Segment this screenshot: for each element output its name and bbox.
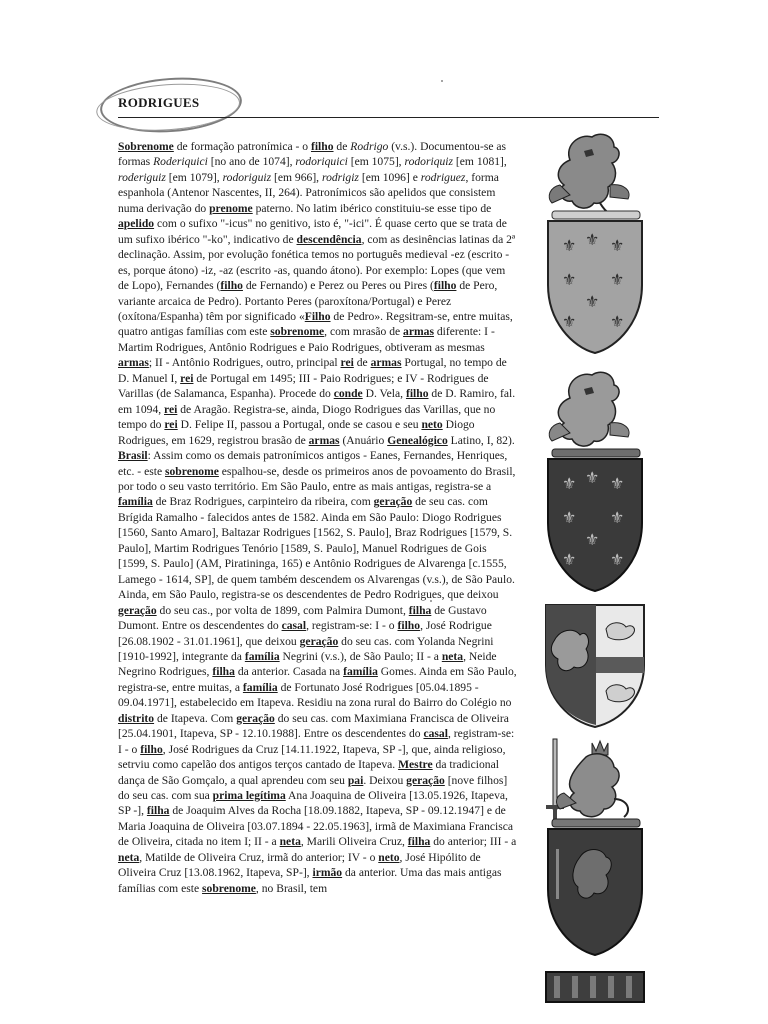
- italic-term: roderiguiz: [118, 170, 166, 184]
- text-run: do seu cas. com Yolanda Negrini [1910-1992], integrante da: [118, 634, 494, 663]
- glossary-link[interactable]: Genealógico: [387, 433, 448, 447]
- text-run: de Fortunato José Rodrigues [05.04.1895 - 09.04.1971], estabelecido em Itapeva. Residiu na zona rural do Bairro do Colégio no: [118, 680, 512, 710]
- text-run: , forma espanhola (Antenor Nascentes, II, 264). Patronímicos são apelidos que consistem numa derivação do: [118, 170, 499, 215]
- coat-of-arms-4: [540, 737, 650, 957]
- crest-wreath: [552, 449, 640, 457]
- glossary-link[interactable]: descendência: [296, 232, 362, 246]
- italic-term: Roderiquici: [153, 155, 208, 169]
- text-run: Ana Joaquina de Oliveira [13.05.1926, Itapeva, SP -],: [118, 789, 508, 818]
- glossary-link[interactable]: filho: [220, 279, 243, 293]
- page-title: RODRIGUES: [118, 95, 200, 110]
- text-run: de formação patronímica - o: [173, 140, 311, 153]
- svg-text:⚜: ⚜: [585, 230, 600, 249]
- text-run: da anterior. Uma das mais antigas famílias com este: [118, 866, 502, 895]
- text-run: , José Rodrigue [26.08.1902 - 31.01.1961], que deixou: [118, 619, 492, 648]
- glossary-link[interactable]: prima legítima: [212, 789, 286, 803]
- text-run: de Portugal em 1495; III - Paio Rodrigues; e IV - Rodrigues de Varillas (de Salamanca, Espanha). Procede do: [118, 371, 489, 401]
- glossary-link[interactable]: Brasil: [118, 449, 148, 463]
- glossary-link[interactable]: sobrenome: [270, 325, 325, 339]
- italic-term: Rodrigo: [350, 140, 389, 153]
- text-run: da tradicional dança de São Gomçalo, a qual aprendeu com seu: [118, 758, 499, 787]
- glossary-link[interactable]: armas: [370, 356, 402, 370]
- glossary-link[interactable]: neta: [441, 649, 464, 663]
- text-run: de seu cas. com Brígida Ramalho - falecidos antes de 1582. Ainda em São Paulo: Diogo Rodrigues [1560, Santo Amaro], Baltazar Rodrigues [1562, S. Paulo], Braz Rodrigues [1579, S. Paulo], Martim Rodrigues Tenório [1589, S. Paulo], Manuel Rodrigues de Gois [1599, S. Paulo] (AM, Piratininga, 165) e Antônio Rodrigues de Alvarenga [c.1555, Lamego - 1614, SP], de quem também descendem os Alvarengas (v.s.), de São Paulo. Ainda, em São Paulo, registra-se os descendentes de Pedro Rodrigues, que deixou: [118, 495, 515, 602]
- svg-text:⚜: ⚜: [610, 236, 625, 255]
- crest-wreath: [552, 211, 640, 219]
- text-run: , com mrasão de: [324, 325, 404, 339]
- article-body: [118, 139, 518, 896]
- text-run: de Itapeva. Com: [154, 711, 237, 725]
- italic-term: rodoriquiz: [404, 155, 454, 169]
- text-run: de: [353, 356, 371, 370]
- lion-rampant-crest-icon: [549, 134, 629, 215]
- text-run: do anterior; III - a: [430, 835, 517, 849]
- glossary-link[interactable]: família: [242, 680, 278, 694]
- glossary-link[interactable]: geração: [118, 603, 157, 617]
- text-run: Diogo Rodrigues, em 1629, registrou brasão de: [118, 418, 475, 447]
- text-run: [no ano de 1074],: [207, 155, 296, 169]
- glossary-link[interactable]: distrito: [118, 711, 155, 725]
- text-run: de Braz Rodrigues, carpinteiro da ribeira, com: [152, 495, 374, 509]
- glossary-link[interactable]: filho: [397, 619, 421, 633]
- glossary-link[interactable]: irmão: [312, 866, 343, 880]
- svg-text:⚜: ⚜: [610, 312, 625, 331]
- text-run: [em 1079],: [165, 170, 223, 184]
- glossary-link[interactable]: Mestre: [398, 758, 433, 772]
- glossary-link[interactable]: filho: [405, 387, 429, 401]
- text-run: de Joaquim Alves da Rocha [18.09.1882, Itapeva, SP - 09.12.1947] e de Maria Joaquina de Oliveira [03.07.1894 - 22.05.1963], irmã de Maximiana Francisca de Oliveira, citada no item I; II - a: [118, 804, 514, 849]
- italic-term: rodrigiz: [321, 170, 359, 184]
- text-run: , Matilde de Oliveira Cruz, irmã do anterior; IV - o: [139, 850, 379, 864]
- shield-fess-band: [596, 657, 644, 673]
- glossary-link[interactable]: neta: [118, 850, 140, 864]
- italic-term: rodoriguiz: [222, 170, 272, 184]
- svg-text:⚜: ⚜: [562, 508, 577, 527]
- glossary-link[interactable]: apelido: [118, 217, 155, 231]
- glossary-link[interactable]: sobrenome: [165, 464, 219, 478]
- text-run: : Assim como os demais patronímicos antigos - Eanes, Fernandes, Henriques, etc. - este: [118, 449, 508, 478]
- glossary-link[interactable]: geração: [236, 711, 275, 725]
- crest-wreath: [552, 819, 640, 827]
- glossary-link[interactable]: Sobrenome: [118, 140, 174, 153]
- svg-text:⚜: ⚜: [562, 312, 577, 331]
- glossary-link[interactable]: família: [244, 649, 280, 663]
- text-run: [nove filhos] do seu cas. com sua: [118, 773, 508, 803]
- crowned-lion-crest-icon: [557, 754, 629, 817]
- text-run: de Pero, variante arcaica de Pedro). Portanto Peres (paroxítona/Portugal) e Perez (oxítona/Espanha) têm por significado «: [118, 279, 498, 323]
- glossary-link[interactable]: rei: [340, 356, 354, 370]
- italic-term: rodoriquici: [295, 155, 348, 169]
- glossary-link[interactable]: família: [343, 665, 378, 679]
- text-run: do seu cas. com Maximiana Francisca de Oliveira [25.04.1901, Itapeva, SP - 12.10.1988]. Entre os descendentes do: [118, 711, 509, 741]
- title-underline-rule: [118, 117, 659, 118]
- glossary-link[interactable]: Filho: [304, 309, 331, 323]
- glossary-link[interactable]: rei: [180, 371, 194, 385]
- text-run: do seu cas., por volta de 1899, com Palmira Dumont,: [156, 603, 409, 617]
- text-run: de Fernando) e Perez ou Peres ou Pires (: [242, 279, 434, 293]
- shield-fleurs-de-lis-light: [548, 221, 642, 353]
- coat-of-arms-1: [540, 125, 650, 355]
- glossary-link[interactable]: prenome: [209, 201, 253, 215]
- glossary-link[interactable]: pai: [347, 773, 364, 787]
- svg-text:⚜: ⚜: [562, 236, 577, 255]
- svg-text:⚜: ⚜: [610, 474, 625, 493]
- glossary-link[interactable]: neto: [421, 418, 443, 432]
- text-run: , registram-se: I - o: [306, 619, 398, 633]
- shield-fleurs-de-lis-dark: [548, 459, 642, 591]
- glossary-link[interactable]: filha: [212, 665, 235, 679]
- coat-of-arms-3: [540, 601, 650, 729]
- text-run: de: [333, 140, 351, 153]
- text-run: (v.s.). Documentou-se as formas: [118, 140, 507, 169]
- svg-text:⚜: ⚜: [585, 292, 600, 311]
- glossary-link[interactable]: filho: [140, 742, 163, 756]
- text-run: de Gustavo Dumont. Entre os descendentes do: [118, 603, 487, 633]
- glossary-link[interactable]: neta: [279, 835, 301, 849]
- text-run: [em 1096] e: [358, 170, 421, 184]
- glossary-link[interactable]: filha: [408, 603, 432, 617]
- glossary-link[interactable]: filho: [310, 140, 334, 153]
- glossary-link[interactable]: armas: [403, 325, 434, 339]
- text-run: Portugal, no tempo de D. Manuel I,: [118, 356, 507, 385]
- text-run: [em 966],: [271, 170, 322, 184]
- svg-text:⚜: ⚜: [610, 508, 625, 527]
- shield-lion-dark: [548, 829, 642, 955]
- text-run: , registram-se: I - o: [118, 727, 515, 756]
- text-run: Negrini (v.s.), de São Paulo; II - a: [279, 649, 442, 663]
- svg-text:⚜: ⚜: [562, 474, 577, 493]
- text-run: ; II - Antônio Rodrigues, outro, principal: [148, 356, 341, 370]
- text-run: diferente: I - Martim Rodrigues, Antônio Rodrigues e Paio Rodrigues, obtiveram as mesmas: [118, 325, 495, 354]
- glossary-link[interactable]: armas: [118, 356, 149, 370]
- text-run: , com as desinências latinas da 2ª declinação. Assim, por evolução fonética temos no português medieval -ez (escrito -es, porque átono) -iz, -az (escrito -as, quando átono). Por exemplo: Lopes (que vem de Lopo), Fernandes (: [118, 232, 516, 293]
- svg-text:⚜: ⚜: [610, 270, 625, 289]
- text-run: , José Hipólito de Oliveira Cruz [13.08.1962, Itapeva, SP-],: [118, 850, 481, 880]
- glossary-link[interactable]: neto: [378, 850, 400, 864]
- glossary-link[interactable]: sobrenome: [202, 881, 256, 895]
- svg-text:⚜: ⚜: [562, 550, 577, 569]
- glossary-link[interactable]: casal: [281, 619, 307, 633]
- text-run: [em 1075],: [347, 155, 405, 169]
- text-run: Gomes. Ainda em São Paulo, registra-se, entre muitas, a: [118, 665, 517, 694]
- glossary-link[interactable]: geração: [299, 634, 339, 648]
- text-run: paterno. No latim ibérico constituiu-se esse tipo de: [252, 201, 492, 215]
- scan-speck: [441, 80, 443, 82]
- glossary-link[interactable]: filho: [433, 279, 457, 293]
- glossary-link[interactable]: família: [118, 495, 153, 509]
- glossary-link[interactable]: casal: [423, 727, 448, 741]
- coat-of-arms-2: [540, 363, 650, 593]
- text-run: . Deixou: [363, 773, 407, 787]
- italic-term: rodriguez: [420, 170, 466, 184]
- text-run: , José Rodrigues da Cruz [14.11.1922, Itapeva, SP -], que, ainda religioso, setrviu como capelão dos antigos terços cantado de Itapeva.: [118, 742, 506, 772]
- text-run: D. Vela,: [362, 387, 406, 401]
- glossary-link[interactable]: filha: [407, 835, 431, 849]
- text-run: da anterior. Casada na: [234, 665, 344, 679]
- glossary-link[interactable]: geração: [406, 773, 445, 787]
- text-run: , no Brasil, tem: [255, 881, 328, 895]
- lion-rampant-crest-icon: [549, 372, 629, 446]
- text-run: , Marili Oliveira Cruz,: [300, 835, 408, 849]
- text-run: Latino, I, 82).: [447, 433, 515, 447]
- svg-text:⚜: ⚜: [562, 270, 577, 289]
- glossary-link[interactable]: rei: [164, 418, 178, 432]
- text-run: D. Felipe II, passou a Portugal, onde se casou e seu: [177, 418, 422, 432]
- glossary-link[interactable]: conde: [333, 387, 363, 401]
- glossary-link[interactable]: armas: [308, 433, 340, 447]
- text-run: com o sufixo "-icus" no genitivo, isto é, "-ici". É quase certo que se trata de um sufixo ibérico "-ko", indicativo de: [118, 217, 507, 246]
- text-run: de Pedro». Regsitram-se, entre muitas, quatro antigas famílias com este: [118, 309, 513, 339]
- crown-icon: [592, 741, 608, 755]
- svg-text:⚜: ⚜: [585, 468, 600, 487]
- glossary-link[interactable]: filha: [146, 804, 170, 818]
- glossary-link[interactable]: geração: [373, 495, 413, 509]
- text-run: espalhou-se, desde os primeiros anos de povoamento do Brasil, por todo o seu vasto território. Em São Paulo, entre as mais antigas, registra-se a: [118, 464, 516, 493]
- text-run: (Anuário: [339, 433, 388, 447]
- glossary-link[interactable]: rei: [164, 402, 178, 416]
- text-run: , Neide Negrino Rodrigues,: [118, 649, 497, 679]
- svg-text:⚜: ⚜: [610, 550, 625, 569]
- text-run: de Aragão. Registra-se, ainda, Diogo Rodrigues das Varillas, que no tempo do: [118, 402, 496, 432]
- text-run: [em 1081],: [453, 155, 507, 169]
- text-run: de D. Ramiro, fal. em 1094,: [118, 387, 516, 416]
- svg-text:⚜: ⚜: [585, 530, 600, 549]
- coat-of-arms-5-partial: [544, 970, 646, 1004]
